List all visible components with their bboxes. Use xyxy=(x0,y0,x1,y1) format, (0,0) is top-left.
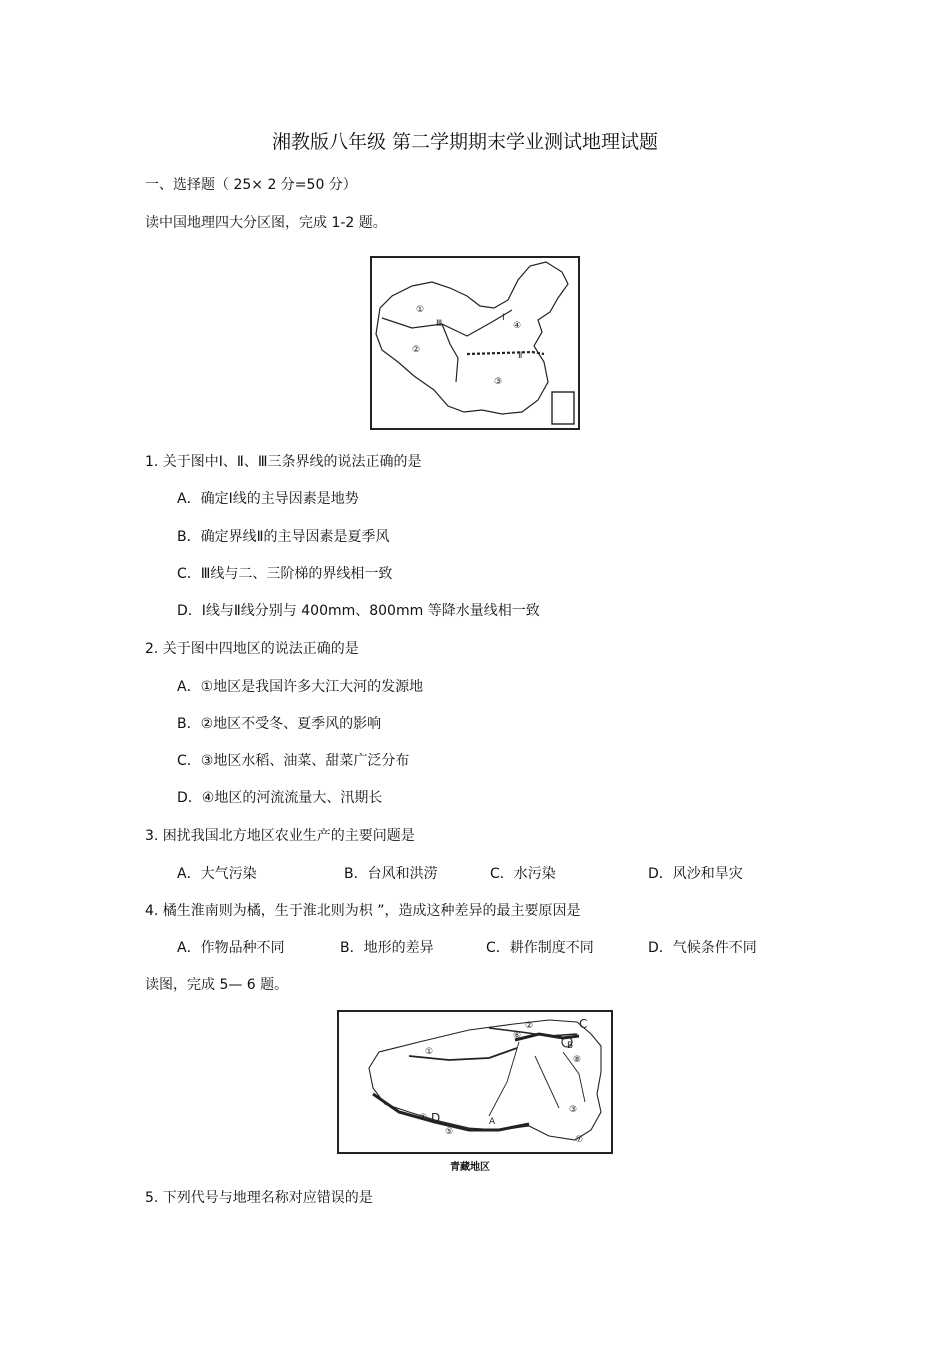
boundary-line-2 xyxy=(467,352,544,354)
q3-option-a: A．大气污染 xyxy=(177,866,257,882)
map2-label-2: ② xyxy=(525,1021,534,1031)
q1-option-d: D．Ⅰ线与Ⅱ线分别与 400mm、800mm 等降水量线相一致 xyxy=(177,603,540,619)
q4-option-a: A．作物品种不同 xyxy=(177,940,285,956)
map2-label-5: ⑤ xyxy=(445,1127,454,1137)
map1-label-1: ① xyxy=(416,305,425,315)
q2-option-c: C．③地区水稻、油菜、甜菜广泛分布 xyxy=(177,753,410,769)
q1-option-a: A．确定Ⅰ线的主导因素是地势 xyxy=(177,491,359,507)
map1-label-II: Ⅱ xyxy=(518,351,523,361)
china-outline xyxy=(376,262,568,414)
map1-label-2: ② xyxy=(412,345,421,355)
map1-label-III: Ⅲ xyxy=(436,319,443,329)
q3-option-d: D．风沙和旱灾 xyxy=(648,866,743,882)
himalaya-mountains xyxy=(373,1094,529,1130)
q2-option-a: A．①地区是我国许多大江大河的发源地 xyxy=(177,679,424,695)
boundary-line-1 xyxy=(382,310,512,336)
map2-label-7: ⑦ xyxy=(575,1135,584,1145)
map2-label-B: B xyxy=(567,1041,574,1051)
q3-option-c: C．水污染 xyxy=(490,866,556,882)
q1-stem: 1. 关于图中Ⅰ、Ⅱ、Ⅲ三条界线的说法正确的是 xyxy=(145,454,422,470)
map1-label-3: ③ xyxy=(494,377,503,387)
china-regions-map-svg xyxy=(372,258,578,428)
q2-option-d: D．④地区的河流流量大、汛期长 xyxy=(177,790,383,806)
q4-option-d: D．气候条件不同 xyxy=(648,940,757,956)
q4-option-b: B．地形的差异 xyxy=(340,940,434,956)
q4-option-c: C．耕作制度不同 xyxy=(486,940,594,956)
map1-instruction: 读中国地理四大分区图，完成 1-2 题。 xyxy=(145,215,387,231)
q5-stem: 5. 下列代号与地理名称对应错误的是 xyxy=(145,1190,373,1206)
map2-label-D: D xyxy=(431,1111,441,1125)
map1-label-4: ④ xyxy=(513,321,522,331)
map2-label-1: ① xyxy=(425,1047,434,1057)
map2-caption: 青藏地区 xyxy=(450,1162,490,1173)
map2-label-A: A xyxy=(489,1117,496,1127)
page-title: 湘教版八年级 第二学期期末学业测试地理试题 xyxy=(271,131,659,153)
qinghai-tibet-map xyxy=(337,1010,613,1154)
map2-label-C: C xyxy=(579,1017,588,1031)
map1-label-I: Ⅰ xyxy=(502,313,505,323)
qinghai-tibet-map-svg xyxy=(339,1012,611,1152)
south-china-sea-inset xyxy=(552,392,574,424)
map2-label-8: ⑧ xyxy=(573,1055,582,1065)
q2-stem: 2. 关于图中四地区的说法正确的是 xyxy=(145,641,359,657)
q2-option-b: B．②地区不受冬、夏季风的影响 xyxy=(177,716,382,732)
q4-stem: 4. 橘生淮南则为橘，生于淮北则为枳 ”，造成这种差异的最主要原因是 xyxy=(145,903,581,919)
boundary-line-3 xyxy=(442,324,458,382)
china-regions-map xyxy=(370,256,580,430)
q3-stem: 3. 困扰我国北方地区农业生产的主要问题是 xyxy=(145,828,415,844)
q1-option-b: B．确定界线Ⅱ的主导因素是夏季风 xyxy=(177,529,390,545)
map2-instruction: 读图，完成 5— 6 题。 xyxy=(145,977,289,993)
map2-label-6: ⑥ xyxy=(513,1031,522,1041)
section-heading: 一、选择题（ 25× 2 分=50 分） xyxy=(145,177,357,193)
map2-label-3: ③ xyxy=(569,1105,578,1115)
q3-option-b: B．台风和洪涝 xyxy=(344,866,438,882)
map2-label-4: ④ xyxy=(419,1113,428,1123)
q1-option-c: C．Ⅲ线与二、三阶梯的界线相一致 xyxy=(177,566,393,582)
